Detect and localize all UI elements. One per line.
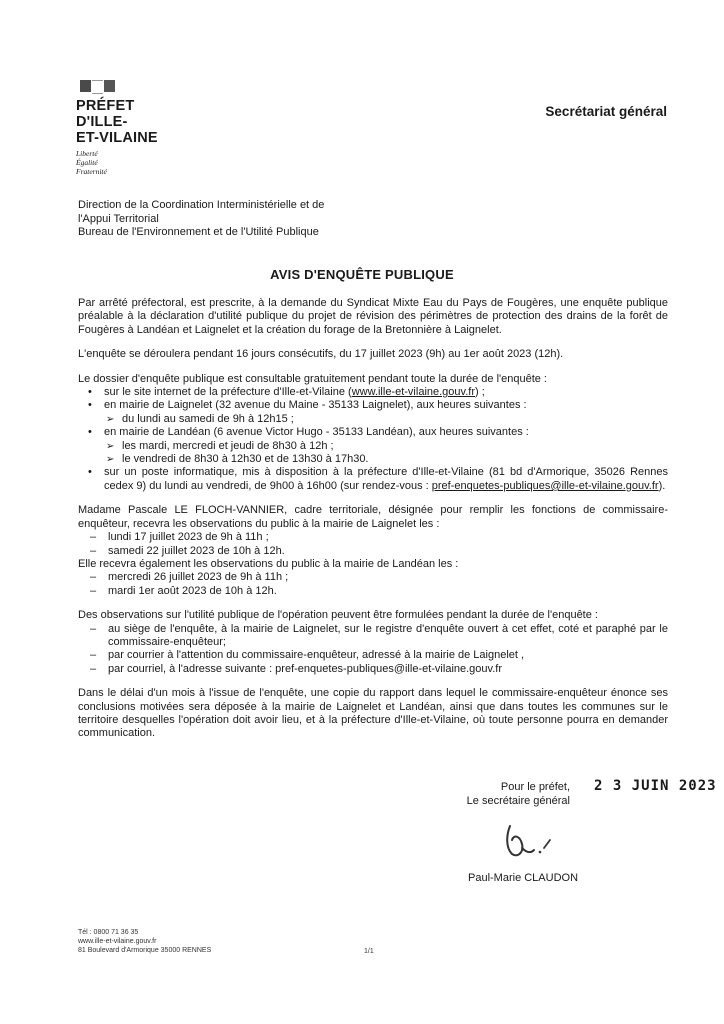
- permanence-date: lundi 17 juillet 2023 de 9h à 11h ;: [108, 531, 269, 544]
- list-item: [78, 649, 668, 662]
- republic-motto: [76, 149, 186, 176]
- footer-phone: Tél : 0800 71 36 35: [78, 929, 139, 936]
- list-item: [78, 663, 668, 676]
- email-link[interactable]: pref-enquetes-publiques@ille-et-vilaine.gouv.fr: [431, 479, 659, 492]
- service-line: Direction de la Coordination Interministérielle et de: [78, 199, 325, 211]
- observation-method: par courriel, à l'adresse suivante : pref-enquetes-publiques@ille-et-vilaine.gouv.fr: [108, 662, 502, 675]
- date-stamp: 2 3 JUIN 2023: [594, 778, 717, 794]
- service-block: [78, 199, 378, 240]
- dash-icon: –: [90, 622, 97, 635]
- page-number: 1/1: [364, 948, 374, 955]
- conclusion-paragraph: Dans le délai d'un mois à l'issue de l'enquête, une copie du rapport dans lequel le commissaire-enquêteur énonce ses conclusions motivées sera déposée à la mairie de Laignelet et Landéan, ainsi que dans toutes les communes sur le territoire desquelles l'opération doit avoir lieu, et à la préfecture d'Ille-et-Vilaine, où toute personne pourra en demander communication.: [78, 687, 668, 740]
- list-item: • en mairie de Landéan (6 avenue Victor Hugo - 35133 Landéan), aux heures suivantes :: [78, 426, 668, 439]
- list-subitem: [78, 440, 668, 453]
- motto-line: Liberté: [76, 149, 98, 158]
- document-title: AVIS D'ENQUÊTE PUBLIQUE: [270, 267, 454, 282]
- dash-icon: –: [90, 531, 97, 544]
- laignelet-hours: du lundi au samedi de 9h à 12h15 ;: [122, 412, 294, 425]
- service-line: Bureau de l'Environnement et de l'Utilité Publique: [78, 226, 319, 238]
- signer-name: Paul-Marie CLAUDON: [468, 872, 579, 884]
- dash-icon: –: [90, 571, 97, 584]
- prefecture-website-link[interactable]: www.ille-et-vilaine.gouv.fr: [351, 386, 475, 399]
- list-item: [78, 623, 668, 650]
- list-item: [78, 466, 668, 493]
- observation-method: au siège de l'enquête, à la mairie de Laignelet, sur le registre d'enquête ouvert à cet effet, coté et paraphé par le commissaire-enquêteur;: [108, 622, 668, 648]
- signature-line: Pour le préfet,: [500, 781, 570, 793]
- document-body: [78, 297, 668, 741]
- permanence-date: samedi 22 juillet 2023 de 10h à 12h.: [108, 544, 285, 557]
- prefecture-logo: [76, 80, 186, 176]
- handwritten-signature-icon: [500, 818, 570, 868]
- list-item: [78, 531, 668, 544]
- dash-icon: –: [90, 649, 97, 662]
- site-text-post: ) ;: [475, 386, 485, 399]
- motto-line: Fraternité: [76, 167, 107, 176]
- landean-hours: les mardi, mercredi et jeudi de 8h30 à 12h ;: [122, 439, 334, 452]
- duration-paragraph: L'enquête se déroulera pendant 16 jours consécutifs, du 17 juillet 2023 (9h) au 1er août 2023 (12h).: [78, 348, 564, 361]
- dash-icon: –: [90, 584, 97, 597]
- list-item: [78, 571, 668, 584]
- logo-line: ET-VILAINE: [76, 130, 158, 146]
- list-item: [78, 386, 668, 399]
- dossier-lead: Le dossier d'enquête publique est consultable gratuitement pendant toute la durée de l'enquête :: [78, 372, 547, 385]
- landean-hours: le vendredi de 8h30 à 12h30 et de 13h30 à 17h30.: [122, 453, 369, 466]
- footer-website[interactable]: www.ille-et-vilaine.gouv.fr: [78, 938, 157, 945]
- list-item: [78, 585, 668, 598]
- logo-line: D'ILLE-: [76, 114, 128, 130]
- footer-contact: [78, 928, 211, 955]
- logo-name: [76, 98, 186, 146]
- signature-line: Le secrétaire général: [466, 795, 570, 807]
- list-item: [78, 545, 668, 558]
- logo-line: PRÉFET: [76, 98, 135, 114]
- dash-icon: –: [90, 662, 97, 675]
- poste-text-pre: sur un poste informatique, mis à disposition à la préfecture d'Ille-et-Vilaine (81 bd d'Armorique, 35026 Rennes cedex 9) du lundi au vendredi, de 9h00 à 16h00 (sur rendez-vous :: [104, 466, 668, 492]
- dash-icon: –: [90, 544, 97, 557]
- arrow-icon: ➢: [106, 454, 115, 466]
- poste-text-post: ).: [658, 479, 666, 492]
- footer-address: 81 Boulevard d'Armorique 35000 RENNES: [78, 947, 212, 954]
- intro-paragraph: Par arrêté préfectoral, est prescrite, à la demande du Syndicat Mixte Eau du Pays de Fougères, une enquête publique préalable à la déclaration d'utilité publique du projet de révision des périmètres de protection des drains de la forêt de Fougères à Landéan et Laignelet et la création du forage de la Bretonnière à Laignelet.: [78, 297, 668, 336]
- arrow-icon: ➢: [106, 440, 115, 452]
- signature-block: [466, 780, 570, 808]
- list-subitem: [78, 453, 668, 466]
- permanence-date: mardi 1er août 2023 de 10h à 12h.: [108, 584, 277, 597]
- republic-flag-icon: [80, 80, 186, 94]
- permanence-date: mercredi 26 juillet 2023 de 9h à 11h ;: [108, 571, 289, 584]
- motto-line: Égalité: [76, 158, 98, 167]
- secretariat-heading: Secrétariat général: [545, 104, 667, 119]
- service-line: l'Appui Territorial: [78, 212, 159, 225]
- commissaire-lead: Madame Pascale LE FLOCH-VANNIER, cadre territoriale, désignée pour remplir les fonctions de commissaire-enquêteur, recevra les observations du public à la mairie de Laignelet les :: [78, 504, 668, 530]
- observation-method: par courrier à l'attention du commissaire-enquêteur, adressé à la mairie de Laignelet ,: [108, 649, 525, 662]
- arrow-icon: ➢: [106, 413, 115, 425]
- landean-lead: Elle recevra également les observations du public à la mairie de Landéan les :: [78, 557, 459, 570]
- site-text-pre: sur le site internet de la préfecture d'Ille-et-Vilaine (: [104, 386, 352, 399]
- list-item: • en mairie de Laignelet (32 avenue du Maine - 35133 Laignelet), aux heures suivantes :: [78, 399, 668, 412]
- list-subitem: [78, 413, 668, 426]
- observations-lead: Des observations sur l'utilité publique de l'opération peuvent être formulées pendant la durée de l'enquête :: [78, 609, 598, 622]
